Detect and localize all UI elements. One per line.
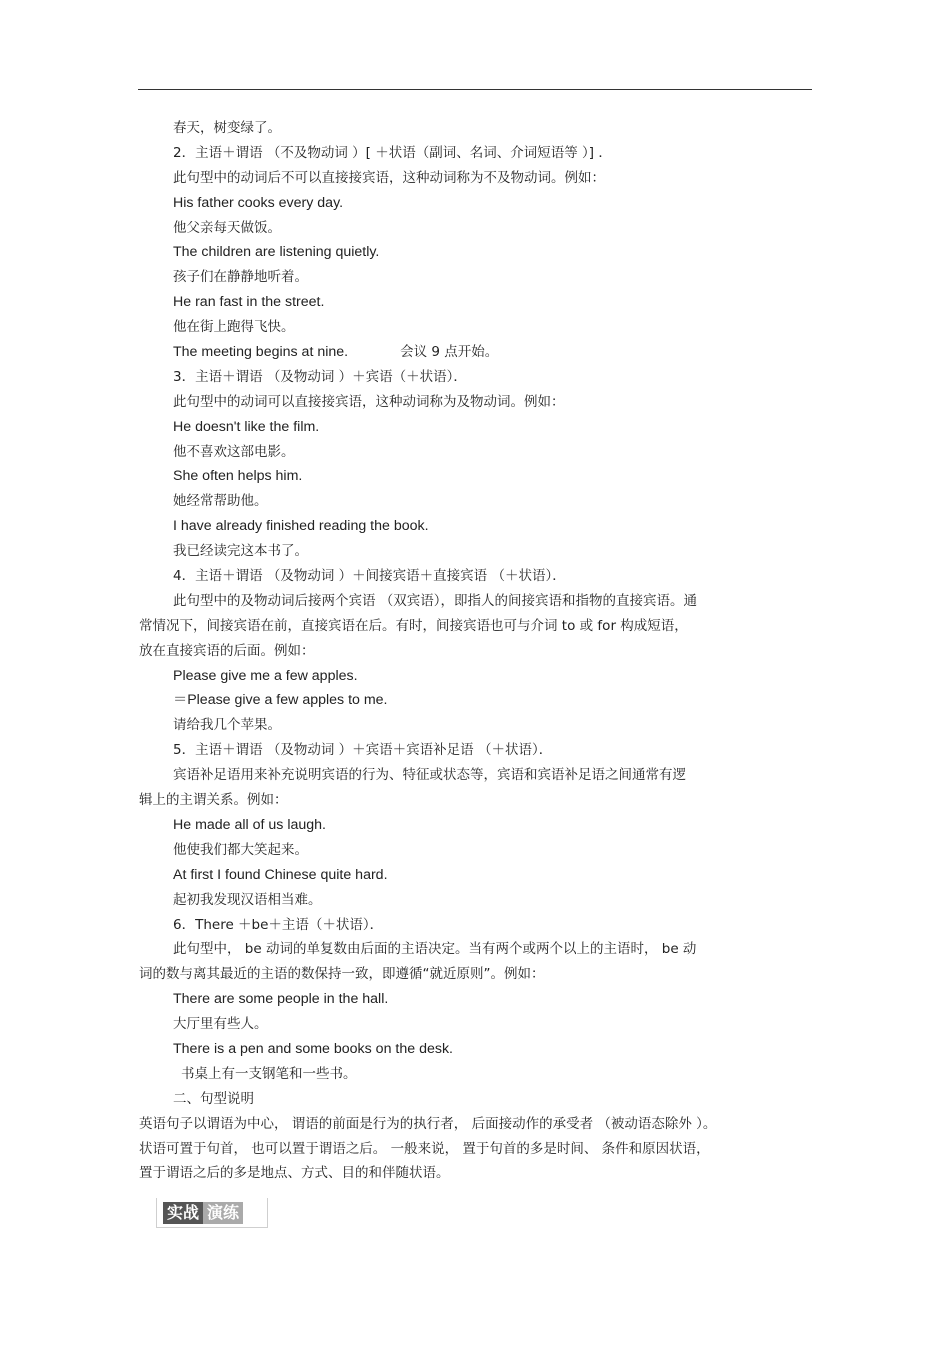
example-chinese: 书桌上有一支钢笔和一些书。 (181, 1065, 357, 1082)
text-line: 宾语补足语用来补充说明宾语的行为、特征或状态等，宾语和宾语补足语之间通常有逻 (173, 767, 686, 784)
header-rule (138, 89, 812, 90)
example-english: He ran fast in the street. (173, 294, 325, 311)
example-chinese: 请给我几个苹果。 (173, 717, 281, 734)
example-chinese: 他使我们都大笑起来。 (173, 841, 308, 858)
example-chinese: 我已经读完这本书了。 (173, 543, 308, 560)
example-english: He made all of us laugh. (173, 816, 327, 833)
text-line: 春天，树变绿了。 (173, 120, 281, 136)
example-english: The children are listening quietly. (173, 244, 380, 261)
section-heading-5: 5．主语＋谓语 （及物动词 ）＋宾语＋宾语补足语 （＋状语）． (173, 742, 553, 759)
example-chinese: 他在街上跑得飞快。 (173, 319, 295, 336)
example-english: I have already finished reading the book. (173, 518, 429, 535)
example-english: The meeting begins at nine. (173, 344, 349, 361)
example-english: There are some people in the hall. (173, 991, 389, 1008)
example-english: She often helps him. (173, 468, 303, 485)
document-body (139, 116, 812, 1186)
text-line: 放在直接宾语的后面。例如： (139, 642, 315, 659)
text-line: 此句型中的及物动词后接两个宾语 （双宾语），即指人的间接宾语和指物的直接宾语。通 (173, 592, 698, 609)
example-chinese: 起初我发现汉语相当难。 (173, 891, 322, 908)
example-chinese: 孩子们在静静地听着。 (173, 269, 308, 286)
text-line: 英语句子以谓语为中心， 谓语的前面是行为的执行者， 后面接动作的承受者 （被动语态除外 ）。 (139, 1115, 717, 1132)
example-chinese: 她经常帮助他。 (173, 493, 268, 510)
text-line: 此句型中， be 动词的单复数由后面的主语决定。当有两个或两个以上的主语时， be 动 (173, 941, 697, 958)
practice-badge (156, 1198, 268, 1228)
text-line: 状语可置于句首， 也可以置于谓语之后。 一般来说， 置于句首的多是时间、 条件和原因状语， (139, 1140, 710, 1157)
section-heading-3: 3．主语＋谓语 （及物动词 ）＋宾语（＋状语）． (173, 368, 467, 385)
example-chinese: 大厅里有些人。 (173, 1016, 268, 1033)
example-english: There is a pen and some books on the desk. (173, 1040, 453, 1057)
example-english: He doesn't like the film. (173, 418, 320, 435)
example-chinese: 他不喜欢这部电影。 (173, 443, 295, 460)
example-chinese: 会议 9 点开始。 (400, 344, 499, 361)
text-line: 词的数与离其最近的主语的数保持一致，即遵循“就近原则”。例如： (139, 966, 545, 983)
text-line: 此句型中的动词可以直接接宾语，这种动词称为及物动词。例如： (173, 393, 565, 410)
section-heading-2: 2．主语＋谓语 （不及物动词 ）[ ＋状语（副词、名词、介词短语等 ）] ． (173, 144, 612, 161)
example-english: At first I found Chinese quite hard. (173, 866, 388, 883)
text-line: 辑上的主谓关系。例如： (139, 792, 288, 809)
example-english: ＝Please give a few apples to me. (173, 692, 388, 709)
badge-label-part1: 实战 (163, 1202, 203, 1224)
badge-label-part2: 演练 (203, 1202, 243, 1224)
example-english: Please give me a few apples. (173, 667, 358, 684)
section-heading-6: 6．There ＋be＋主语（＋状语）． (173, 916, 384, 933)
section-title: 二、句型说明 (173, 1090, 254, 1107)
example-pair (139, 340, 812, 365)
text-line: 此句型中的动词后不可以直接接宾语，这种动词称为不及物动词。例如： (173, 169, 605, 186)
section-heading-4: 4．主语＋谓语 （及物动词 ）＋间接宾语＋直接宾语 （＋状语）． (173, 568, 566, 585)
text-line: 置于谓语之后的多是地点、方式、目的和伴随状语。 (139, 1165, 450, 1182)
example-chinese: 他父亲每天做饭。 (173, 219, 281, 236)
text-line: 常情况下，间接宾语在前，直接宾语在后。有时，间接宾语也可与介词 to 或 for 构成短语， (139, 617, 688, 634)
example-english: His father cooks every day. (173, 194, 344, 211)
